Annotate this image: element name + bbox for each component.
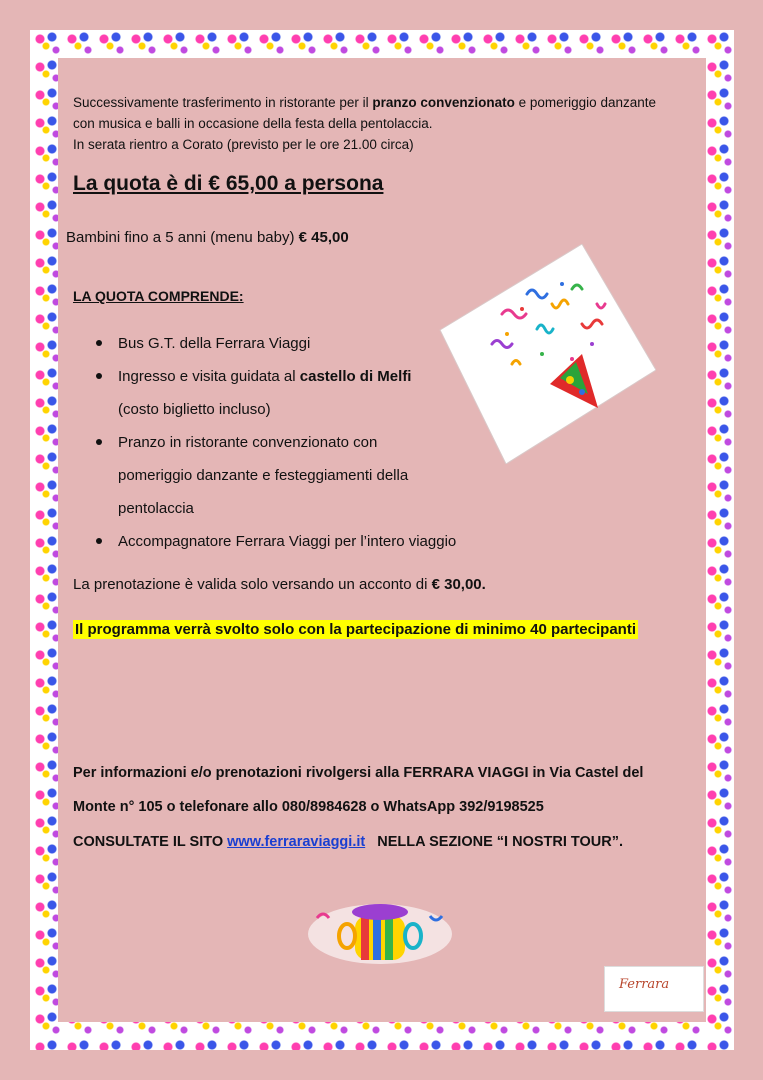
carnival-pot-icon xyxy=(305,898,455,966)
includes-list xyxy=(92,327,457,558)
minimum-participants-notice: Il programma verrà svolto solo con la partecipazione di minimo 40 partecipanti xyxy=(75,621,636,638)
kids-price: Bambini fino a 5 anni (menu baby) € 45,00 xyxy=(66,229,349,246)
website-link[interactable]: www.ferraraviaggi.it xyxy=(227,834,366,850)
price-headline: La quota è di € 65,00 a persona xyxy=(73,172,384,195)
intro-line-3: In serata rientro a Corato (previsto per le ore 21.00 circa) xyxy=(73,137,414,152)
list-item: Accompagnatore Ferrara Viaggi per l’intero viaggio xyxy=(92,525,432,558)
contact-info: Per informazioni e/o prenotazioni rivolgersi alla FERRARA VIAGGI in Via Castel del Monte n° 105 o telefonare allo 080/8984628 o WhatsApp 392/9198525 xyxy=(73,765,644,815)
list-item: Pranzo in ristorante convenzionato con pomeriggio danzante e festeggiamenti della pentolaccia xyxy=(92,426,432,525)
includes-title: LA QUOTA COMPRENDE: xyxy=(73,288,244,304)
intro-line-1: Successivamente trasferimento in ristorante per il pranzo convenzionato e pomeriggio danzante xyxy=(73,95,656,110)
intro-line-2: con musica e balli in occasione della festa della pentolaccia. xyxy=(73,116,433,131)
list-item: Ingresso e visita guidata al castello di Melfi (costo biglietto incluso) xyxy=(92,360,432,426)
list-item: Bus G.T. della Ferrara Viaggi xyxy=(92,327,432,360)
ferrara-viaggi-logo: Ferrara xyxy=(604,966,704,1012)
confetti-party-hat-icon xyxy=(432,244,656,464)
website-line: CONSULTATE IL SITO www.ferraraviaggi.it NELLA SEZIONE “I NOSTRI TOUR”. xyxy=(73,834,623,850)
deposit-note: La prenotazione è valida solo versando un acconto di € 30,00. xyxy=(73,576,486,593)
